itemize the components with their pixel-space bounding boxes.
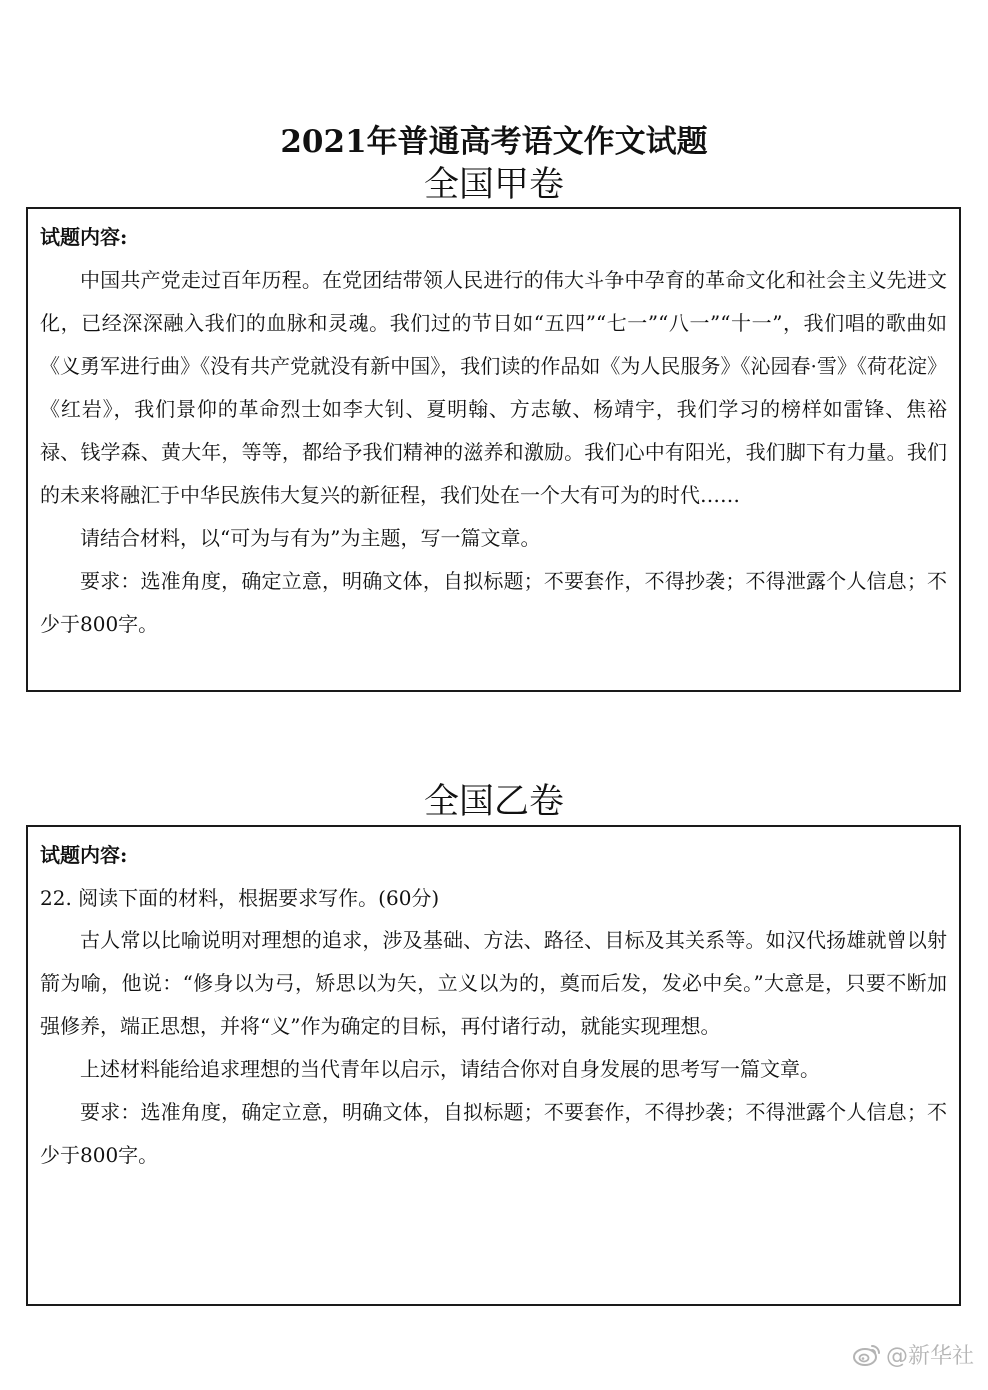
question-box-yi <box>26 825 961 1306</box>
document-title: 2021年普通高考语文作文试题 <box>280 124 708 160</box>
material-paragraph: 中国共产党走过百年历程。在党团结带领人民进行的伟大斗争中孕育的革命文化和社会主义先进文化，已经深深融入我们的血脉和灵魂。我们过的节日如“五四”“七一”“八一”“十一”，我们唱的歌曲如《义勇军进行曲》《没有共产党就没有新中国》，我们读的作品如《为人民服务》《沁园春·雪》《荷花淀》《红岩》，我们景仰的革命烈士如李大钊、夏明翰、方志敏、杨靖宇，我们学习的榜样如雷锋、焦裕禄、钱学森、黄大年，等等，都给予我们精神的滋养和激励。我们心中有阳光，我们脚下有力量。我们的未来将融汇于中华民族伟大复兴的新征程，我们处在一个大有可为的时代…… <box>40 268 947 507</box>
question-content-label: 试题内容: <box>40 225 128 249</box>
task-paragraph: 请结合材料，以“可为与有为”为主题，写一篇文章。 <box>80 526 541 550</box>
requirements-paragraph: 要求：选准角度，确定立意，明确文体，自拟标题；不要套作，不得抄袭；不得泄露个人信息；不少于800字。 <box>40 1100 947 1167</box>
task-paragraph: 上述材料能给追求理想的当代青年以启示，请结合你对自身发展的思考写一篇文章。 <box>80 1057 820 1081</box>
watermark <box>852 1339 974 1370</box>
question-number-line: 22. 阅读下面的材料，根据要求写作。(60分) <box>40 886 440 910</box>
material-paragraph: 古人常以比喻说明对理想的追求，涉及基础、方法、路径、目标及其关系等。如汉代扬雄就曾以射箭为喻，他说：“修身以为弓，矫思以为矢，立义以为的，奠而后发，发必中矣。”大意是，只要不断加强修养，端正思想，并将“义”作为确定的目标，再付诸行动，就能实现理想。 <box>40 928 947 1038</box>
question-box-jia <box>26 207 961 692</box>
question-content-label: 试题内容: <box>40 843 128 867</box>
requirements-paragraph: 要求：选准角度，确定立意，明确文体，自拟标题；不要套作，不得抄袭；不得泄露个人信息；不少于800字。 <box>40 569 947 636</box>
weibo-icon <box>852 1343 882 1367</box>
watermark-text: @新华社 <box>885 1344 974 1369</box>
section-heading-yi: 全国乙卷 <box>423 782 564 822</box>
section-heading-jia: 全国甲卷 <box>423 165 564 205</box>
